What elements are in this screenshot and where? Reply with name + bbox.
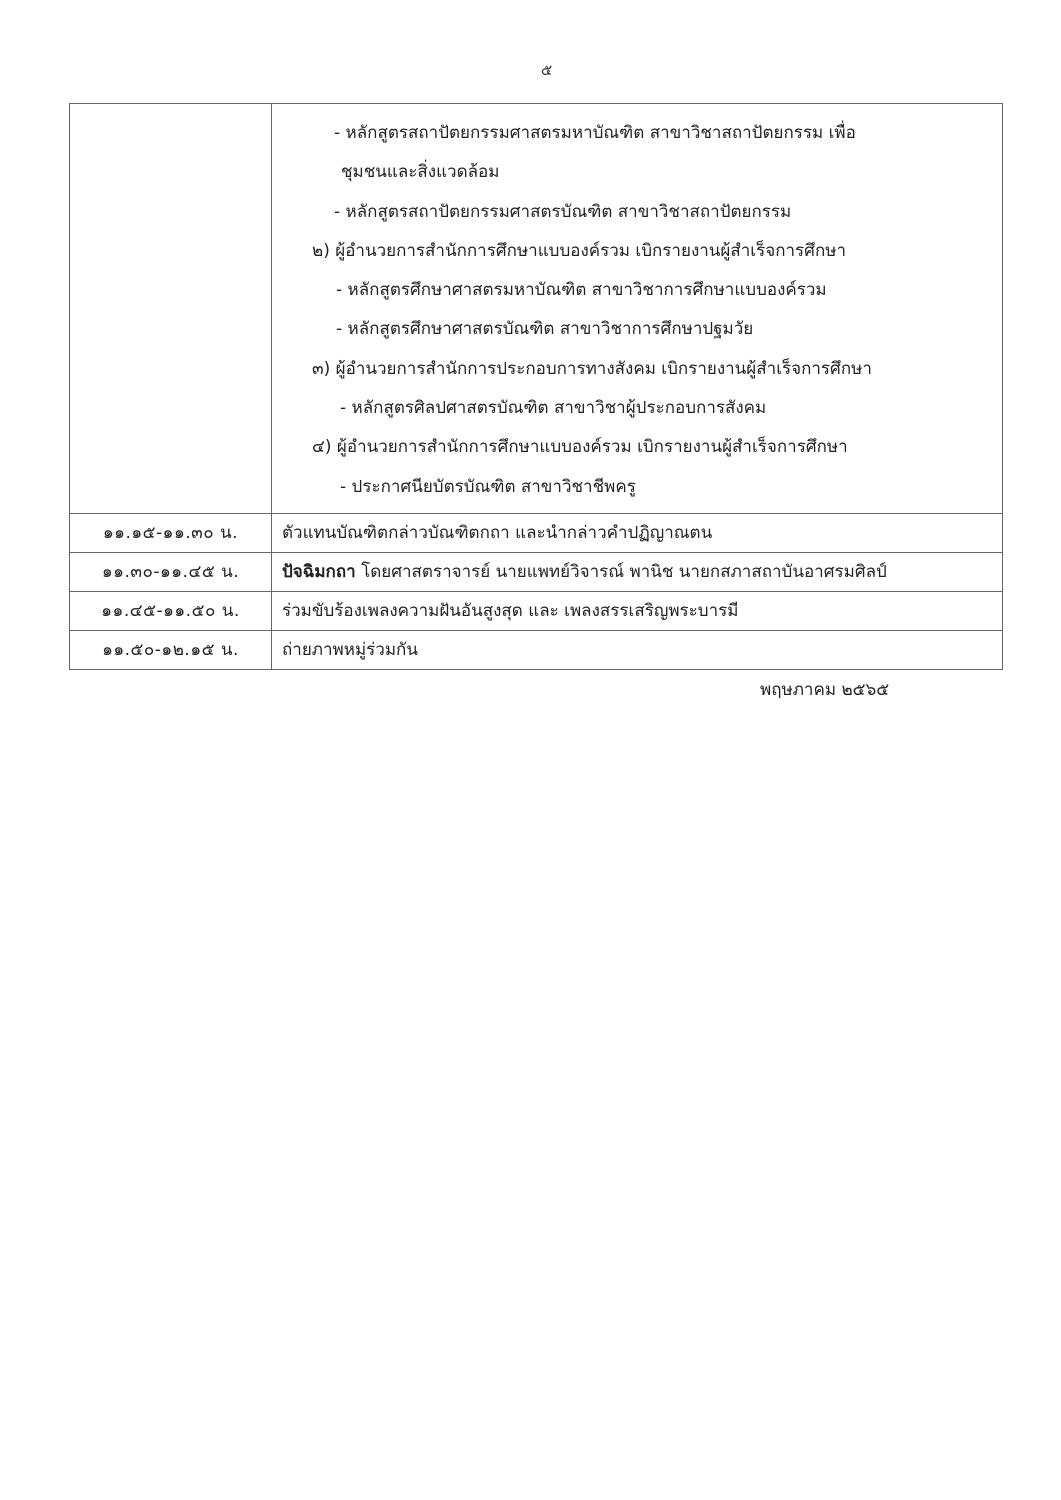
time-cell: ๑๑.๓๐-๑๑.๔๕ น. [70, 552, 272, 591]
description-text: ถ่ายภาพหมู่ร่วมกัน [282, 639, 418, 660]
description-cell [272, 630, 1003, 669]
list-item: - ประกาศนียบัตรบัณฑิต สาขาวิชาชีพครู [340, 476, 636, 497]
document-date: พฤษภาคม ๒๕๖๕ [760, 680, 890, 700]
list-item: ชุมชนและสิ่งแวดล้อม [341, 162, 500, 183]
time-cell-empty [70, 104, 272, 514]
time-cell: ๑๑.๕๐-๑๒.๑๕ น. [70, 630, 272, 669]
table-row [70, 104, 1003, 514]
description-cell [272, 591, 1003, 630]
list-item: ๓) ผู้อำนวยการสำนักการประกอบการทางสังคม เบิกรายงานผู้สำเร็จการศึกษา [312, 358, 872, 379]
description-bold-text: ปัจฉิมกถา [282, 561, 356, 582]
table-row [70, 591, 1003, 630]
page-number: ๕ [540, 61, 553, 79]
table-row [70, 630, 1003, 669]
detail-cell [272, 104, 1003, 514]
description-text: ตัวแทนบัณฑิตกล่าวบัณฑิตกถา และนำกล่าวคำปฏิญาณตน [282, 522, 713, 543]
description-cell [272, 513, 1003, 552]
description-cell [272, 552, 1003, 591]
description-text: ร่วมขับร้องเพลงความฝันอันสูงสุด และ เพลงสรรเสริญพระบารมี [282, 600, 739, 621]
time-cell: ๑๑.๑๕-๑๑.๓๐ น. [70, 513, 272, 552]
table-row [70, 552, 1003, 591]
table-row [70, 513, 1003, 552]
list-item: ๔) ผู้อำนวยการสำนักการศึกษาแบบองค์รวม เบิกรายงานผู้สำเร็จการศึกษา [312, 437, 848, 458]
list-item: - หลักสูตรสถาปัตยกรรมศาสตรบัณฑิต สาขาวิชาสถาปัตยกรรม [334, 201, 792, 222]
description-text: โดยศาสตราจารย์ นายแพทย์วิจารณ์ พานิช นายกสภาสถาบันอาศรมศิลป์ [355, 561, 887, 582]
list-item: - หลักสูตรสถาปัตยกรรมศาสตรมหาบัณฑิต สาขาวิชาสถาปัตยกรรม เพื่อ [334, 123, 856, 143]
schedule-table [69, 103, 1003, 670]
list-item: - หลักสูตรศึกษาศาสตรบัณฑิต สาขาวิชาการศึกษาปฐมวัย [336, 319, 754, 340]
list-item: ๒) ผู้อำนวยการสำนักการศึกษาแบบองค์รวม เบิกรายงานผู้สำเร็จการศึกษา [312, 240, 846, 261]
list-item: - หลักสูตรศิลปศาสตรบัณฑิต สาขาวิชาผู้ประกอบการสังคม [340, 398, 767, 419]
time-cell: ๑๑.๔๕-๑๑.๕๐ น. [70, 591, 272, 630]
list-item: - หลักสูตรศึกษาศาสตรมหาบัณฑิต สาขาวิชาการศึกษาแบบองค์รวม [336, 280, 827, 301]
